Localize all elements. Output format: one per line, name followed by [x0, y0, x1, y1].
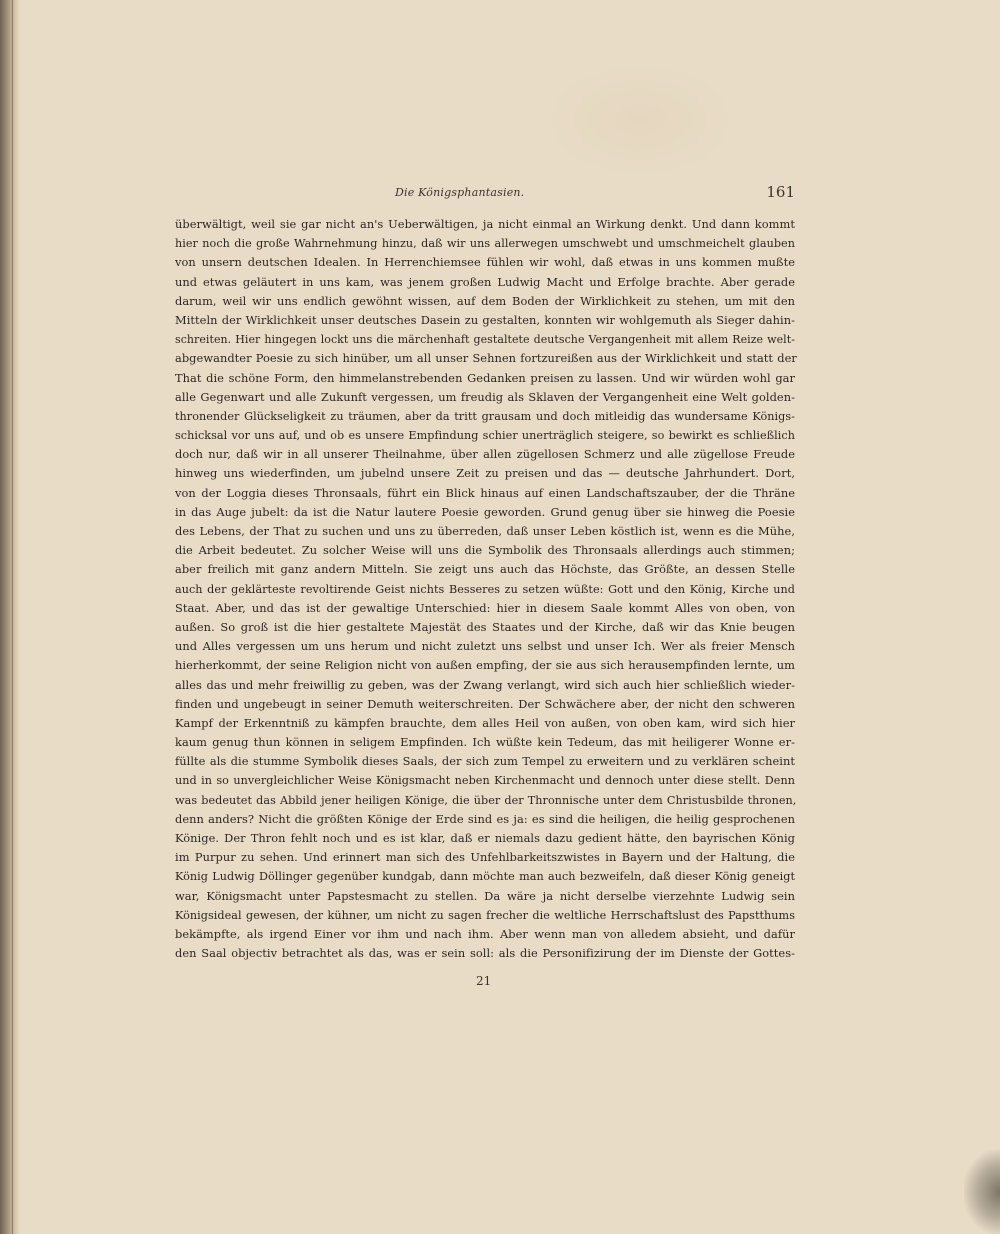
text-line: überwältigt, weil sie gar nicht an's Ueberwältigen, ja nicht einmal an Wirkung denkt. Und dann kommt: [175, 217, 795, 231]
text-line: hierherkommt, der seine Religion nicht von außen empfing, der sie aus sich herausempfinden lernte, um: [175, 658, 795, 673]
text-line: hinweg uns wiederfinden, um jubelnd unsere Zeit zu preisen und das — deutsche Jahrhundert. Dort,: [175, 466, 795, 481]
page-number: 161: [766, 183, 795, 201]
text-line: war, Königsmacht unter Papstesmacht zu stellen. Da wäre ja nicht derselbe vierzehnte Ludwig sein: [175, 888, 795, 903]
text-line: finden und ungebeugt in seiner Demuth weiterschreiten. Der Schwächere aber, der nicht den schweren: [175, 696, 795, 711]
text-line: die Arbeit bedeutet. Zu solcher Weise will uns die Symbolik des Thronsaals allerdings auch stimmen;: [175, 543, 795, 558]
paper-stain: [540, 60, 740, 180]
text-line: und Alles vergessen um uns herum und nicht zuletzt uns selbst und unser Ich. Wer als freier Mensch: [175, 639, 795, 654]
text-line: abgewandter Poesie zu sich hinüber, um all unser Sehnen fortzureißen aus der Wirklichkeit und statt der: [175, 351, 797, 366]
text-line: außen. So groß ist die hier gestaltete Majestät des Staates und der Kirche, daß wir das Knie beugen: [175, 619, 795, 634]
text-line: auch der geklärteste revoltirende Geist nichts Besseres zu setzen wüßte: Gott und den König, Kirche und: [175, 582, 795, 596]
text-line: füllte als die stumme Symbolik dieses Saals, der sich zum Tempel zu erweitern und zu verklären scheint: [175, 754, 795, 769]
text-line: alle Gegenwart und alle Zukunft vergessen, um freudig als Sklaven der Vergangenheit eine Welt golden-: [175, 389, 795, 404]
text-line: kaum genug thun können in seligem Empfinden. Ich wüßte kein Tedeum, das mit heiligerer Wonne er-: [175, 735, 795, 750]
text-line: König Ludwig Döllinger gegenüber kundgab, dann möchte man auch bezweifeln, daß dieser König geneigt: [175, 870, 795, 884]
text-line: denn anders? Nicht die größten Könige der Erde sind es ja: es sind die heiligen, die heilig gesprochenen: [175, 811, 795, 826]
text-line: schicksal vor uns auf, und ob es unsere Empfindung schier unerträglich steigere, so bewirkt es schließlich: [175, 429, 795, 443]
text-line: und etwas geläutert in uns kam, was jenem großen Ludwig Macht und Erfolge brachte. Aber gerade: [175, 274, 795, 289]
text-line: des Lebens, der That zu suchen und uns zu überreden, daß unser Leben köstlich ist, wenn es die Mühe,: [175, 524, 795, 538]
text-line: in das Auge jubelt: da ist die Natur lautere Poesie geworden. Grund genug über sie hinweg die Poesie: [175, 504, 795, 519]
text-line: darum, weil wir uns endlich gewöhnt wissen, auf dem Boden der Wirklichkeit zu stehen, um mit den: [175, 293, 795, 308]
running-head: [175, 183, 795, 206]
gutter-line: [12, 0, 13, 1234]
text-line: bekämpfte, als irgend Einer vor ihm und nach ihm. Aber wenn man von alledem absieht, und dafür: [175, 926, 795, 941]
text-line: von unsern deutschen Idealen. In Herrenchiemsee fühlen wir wohl, daß etwas in uns kommen mußte: [175, 255, 795, 270]
text-line: schreiten. Hier hingegen lockt uns die märchenhaft gestaltete deutsche Vergangenheit mit allem Reize welt-: [175, 333, 795, 347]
text-line: Könige. Der Thron fehlt noch und es ist klar, daß er niemals dazu gedient hätte, den bayrischen König: [175, 831, 795, 845]
text-line: Mitteln der Wirklichkeit unser deutsches Dasein zu gestalten, konnten wir wohlgemuth als Sieger dahin-: [175, 312, 795, 327]
text-line: von der Loggia dieses Thronsaals, führt ein Blick hinaus auf einen Landschaftszauber, der die Thräne: [175, 485, 795, 500]
body-text: [175, 215, 795, 963]
text-line: im Purpur zu sehen. Und erinnert man sich des Unfehlbarkeitszwistes in Bayern und der Haltung, die: [175, 850, 795, 865]
text-line: That die schöne Form, den himmelanstrebenden Gedanken preisen zu lassen. Und wir würden wohl gar: [175, 370, 795, 385]
text-line: Kampf der Erkenntniß zu kämpfen brauchte, dem alles Heil von außen, von oben kam, wird sich hier: [175, 715, 795, 730]
text-line: Staat. Aber, und das ist der gewaltige Unterschied: hier in diesem Saale kommt Alles von oben, von: [175, 600, 795, 615]
text-line: alles das und mehr freiwillig zu geben, was der Zwang verlangt, wird sich auch hier schließlich wieder-: [175, 677, 795, 692]
text-line: den Saal objectiv betrachtet als das, was er sein soll: als die Personifizirung der im Dienste der Gottes-: [175, 946, 795, 961]
signature-mark: 21: [476, 974, 492, 988]
text-line: hier noch die große Wahrnehmung hinzu, daß wir uns allerwegen umschwebt und umschmeichelt glauben: [175, 237, 795, 251]
text-line: Königsideal gewesen, der kühner, um nicht zu sagen frecher die weltliche Herrschaftslust des Papstthums: [175, 908, 795, 922]
binding-gutter: [0, 0, 20, 1234]
text-line: und in so unvergleichlicher Weise Königsmacht neben Kirchenmacht und dennoch unter diese stellt. Denn: [175, 774, 795, 788]
text-line: doch nur, daß wir in all unserer Theilnahme, über allen zügellosen Schmerz und alle zügellose Freude: [175, 447, 795, 462]
page-edge-curl: [964, 1150, 1000, 1234]
text-line: thronender Glückseligkeit zu träumen, aber da tritt grausam und doch mitleidig das wundersame Königs-: [175, 409, 795, 423]
running-head-title: Die Königsphantasien.: [395, 186, 525, 199]
text-line: was bedeutet das Abbild jener heiligen Könige, die über der Thronnische unter dem Christusbilde thronen,: [175, 793, 797, 807]
text-line: aber freilich mit ganz andern Mitteln. Sie zeigt uns auch das Höchste, das Größte, an dessen Stelle: [175, 562, 795, 577]
